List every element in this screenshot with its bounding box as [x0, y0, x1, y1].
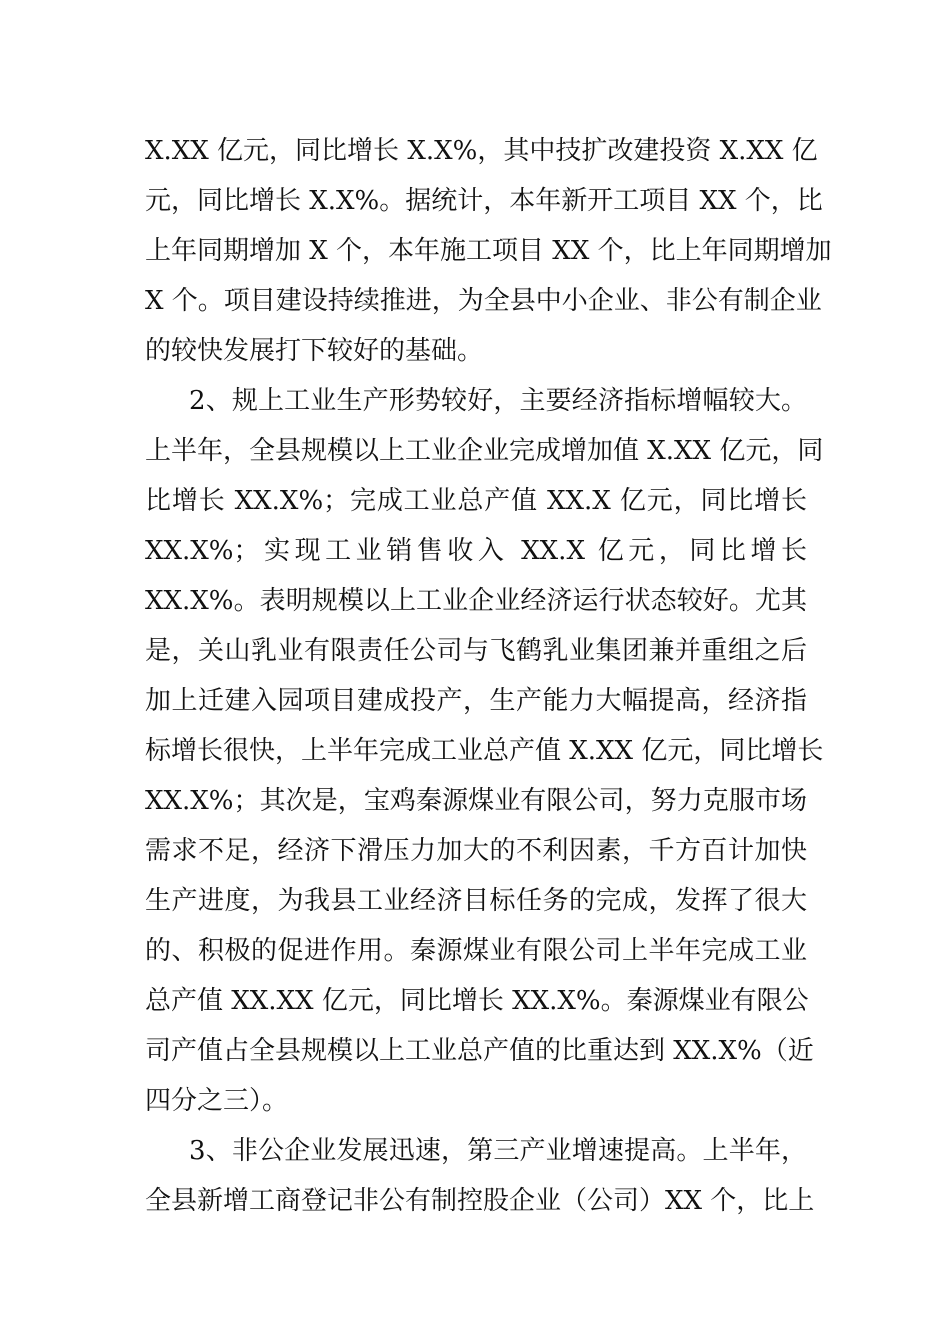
text-line: 的、积极的促进作用。秦源煤业有限公司上半年完成工业 [145, 936, 807, 966]
text-line: 需求不足，经济下滑压力加大的不利因素，千方百计加快 [145, 836, 807, 866]
text-line: 全县新增工商登记非公有制控股企业（公司）XX 个，比上 [145, 1186, 815, 1216]
text-line: 上年同期增加 X 个，本年施工项目 XX 个，比上年同期增加 [145, 236, 832, 266]
text-line: 司产值占全县规模以上工业总产值的比重达到 XX.X%（近 [145, 1036, 814, 1066]
text-line: 比增长 XX.X%；完成工业总产值 XX.X 亿元，同比增长 [145, 486, 807, 516]
text-line: 上半年，全县规模以上工业企业完成增加值 X.XX 亿元，同 [145, 436, 824, 466]
paragraph-industrial-production [145, 376, 824, 1126]
text-line: 总产值 XX.XX 亿元，同比增长 XX.X%。秦源煤业有限公 [145, 986, 809, 1016]
text-line: 标增长很快，上半年完成工业总产值 X.XX 亿元，同比增长 [145, 736, 824, 766]
text-line: X 个。项目建设持续推进，为全县中小企业、非公有制企业 [145, 286, 822, 316]
text-line: XX.X%。表明规模以上工业企业经济运行状态较好。尤其 [145, 586, 807, 616]
text-line: 是，关山乳业有限责任公司与飞鹤乳业集团兼并重组之后 [145, 636, 807, 666]
paragraph-private-enterprise [145, 1126, 815, 1226]
paragraph-heading-line: 2、规上工业生产形势较好，主要经济指标增幅较大。 [189, 386, 807, 416]
text-line: XX.X%；其次是，宝鸡秦源煤业有限公司，努力克服市场 [145, 786, 807, 816]
text-line: 加上迁建入园项目建成投产，生产能力大幅提高，经济指 [145, 686, 807, 716]
paragraph-heading-line: 3、非公企业发展迅速，第三产业增速提高。上半年， [189, 1136, 807, 1166]
body-text [145, 126, 832, 1226]
paragraph-investment-continued [145, 126, 832, 376]
text-line: 的较快发展打下较好的基础。 [145, 336, 484, 366]
text-line: XX.X%；实现工业销售收入 XX.X 亿元，同比增长 [145, 536, 807, 566]
text-line: X.XX 亿元，同比增长 X.X%，其中技扩改建投资 X.XX 亿 [145, 136, 818, 166]
text-line: 四分之三）。 [145, 1086, 289, 1116]
text-line: 元，同比增长 X.X%。据统计，本年新开工项目 XX 个，比 [145, 186, 823, 216]
text-line: 生产进度，为我县工业经济目标任务的完成，发挥了很大 [145, 886, 807, 916]
